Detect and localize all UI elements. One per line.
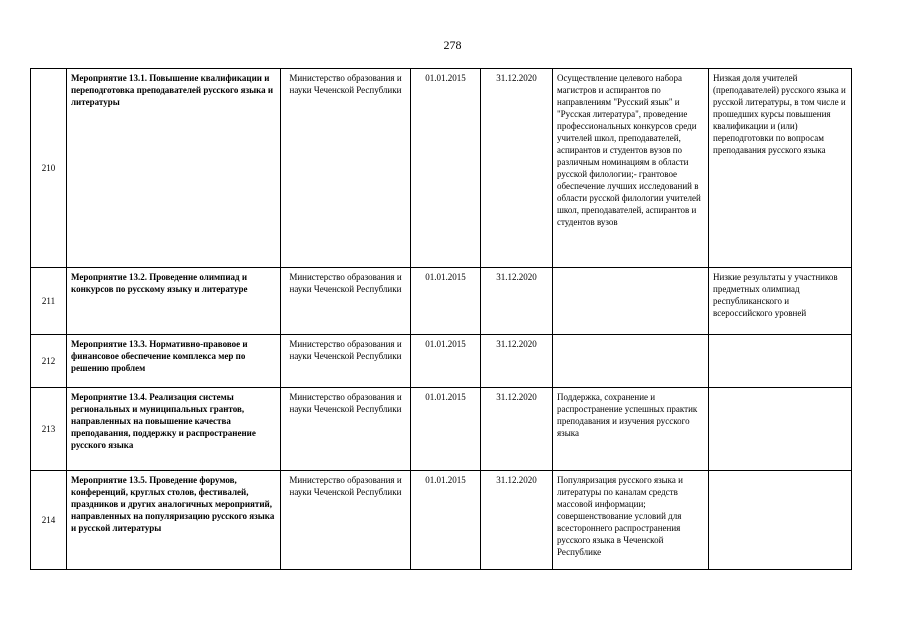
row-number: 210 — [31, 69, 67, 268]
executor-cell: Министерство образования и науки Чеченской Республики — [281, 335, 411, 388]
measures-table — [30, 68, 852, 570]
expected-result-cell: Поддержка, сохранение и распространение успешных практик преподавания и изучения русского языка — [553, 388, 709, 471]
expected-result-cell: Популяризация русского языка и литературы по каналам средств массовой информации; совершенствование условий для всестороннего распространения русского языка в Чеченской Республике — [553, 471, 709, 570]
consequence-cell — [709, 335, 852, 388]
end-date-cell: 31.12.2020 — [481, 335, 553, 388]
executor-cell: Министерство образования и науки Чеченской Республики — [281, 69, 411, 268]
page-number: 278 — [443, 38, 462, 52]
start-date-cell: 01.01.2015 — [411, 388, 481, 471]
consequence-cell — [709, 388, 852, 471]
table-row — [31, 471, 852, 570]
measure-title: Мероприятие 13.5. Проведение форумов, конференций, круглых столов, фестивалей, праздников и других аналогичных мероприятий, направленных на популяризацию русского языка и русской литературы — [67, 471, 281, 570]
start-date-cell: 01.01.2015 — [411, 69, 481, 268]
measure-title: Мероприятие 13.1. Повышение квалификации и переподготовка преподавателей русского языка и литературы — [67, 69, 281, 268]
measure-title: Мероприятие 13.4. Реализация системы региональных и муниципальных грантов, направленных на повышение качества преподавания, поддержку и распространение русского языка — [67, 388, 281, 471]
consequence-cell — [709, 471, 852, 570]
start-date-cell: 01.01.2015 — [411, 268, 481, 335]
table-row — [31, 69, 852, 268]
expected-result-cell: Осуществление целевого набора магистров и аспирантов по направлениям "Русский язык" и "Русская литература", проведение профессиональных конкурсов среди учителей школ, преподавателей, аспирантов и студентов вузов по различным номинациям в области русской филологии;- грантовое обеспечение лучших исследований в области русской филологии учителей школ, преподавателей, аспирантов и студентов вузов — [553, 69, 709, 268]
expected-result-cell — [553, 268, 709, 335]
end-date-cell: 31.12.2020 — [481, 388, 553, 471]
executor-cell: Министерство образования и науки Чеченской Республики — [281, 471, 411, 570]
row-number: 212 — [31, 335, 67, 388]
expected-result-cell — [553, 335, 709, 388]
start-date-cell: 01.01.2015 — [411, 335, 481, 388]
executor-cell: Министерство образования и науки Чеченской Республики — [281, 388, 411, 471]
measure-title: Мероприятие 13.3. Нормативно-правовое и финансовое обеспечение комплекса мер по решению проблем — [67, 335, 281, 388]
start-date-cell: 01.01.2015 — [411, 471, 481, 570]
consequence-cell: Низкая доля учителей (преподавателей) русского языка и русской литературы, в том числе и прошедших курсы повышения квалификации и (или) переподготовки по вопросам преподавания русского языка — [709, 69, 852, 268]
measure-title: Мероприятие 13.2. Проведение олимпиад и конкурсов по русскому языку и литературе — [67, 268, 281, 335]
table-row — [31, 268, 852, 335]
row-number: 213 — [31, 388, 67, 471]
end-date-cell: 31.12.2020 — [481, 268, 553, 335]
table-row — [31, 335, 852, 388]
consequence-cell: Низкие результаты у участников предметных олимпиад республиканского и всероссийского уровней — [709, 268, 852, 335]
row-number: 211 — [31, 268, 67, 335]
end-date-cell: 31.12.2020 — [481, 471, 553, 570]
executor-cell: Министерство образования и науки Чеченской Республики — [281, 268, 411, 335]
row-number: 214 — [31, 471, 67, 570]
table-row — [31, 388, 852, 471]
end-date-cell: 31.12.2020 — [481, 69, 553, 268]
